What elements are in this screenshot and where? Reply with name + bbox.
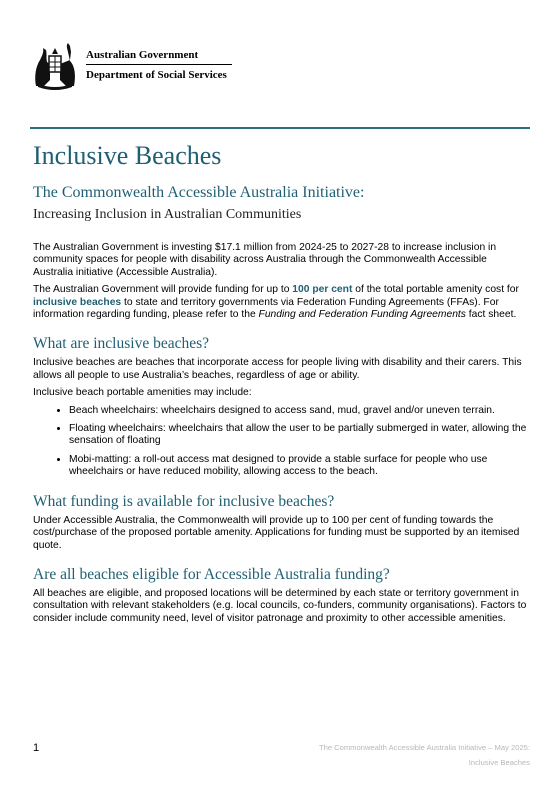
government-name: Australian Government — [86, 49, 199, 61]
fact-sheet-title: Funding and Federation Funding Agreements — [258, 309, 466, 321]
footer-line-1: The Commonwealth Accessible Australia Initiative – May 2025: — [318, 743, 530, 752]
department-name: Department of Social Services — [86, 69, 227, 81]
main-content — [33, 140, 529, 630]
footer-caption — [319, 740, 530, 770]
section1-paragraph-1: Inclusive beaches are beaches that incorporate access for people living with disability and their carers. This allows all people to use Australia’s beaches, regardless of age or ability. — [33, 357, 522, 381]
intro-text: to state and territory governments via Federation Funding Agreements (FFAs). For information regarding funding, please refer to the — [33, 296, 499, 321]
amenities-list — [33, 405, 529, 479]
section-heading-what-are: What are inclusive beaches? — [33, 335, 210, 353]
intro-paragraph-2 — [33, 284, 529, 321]
page-number: 1 — [33, 742, 40, 754]
government-logo — [30, 40, 230, 92]
list-item: • Floating wheelchairs: wheelchairs that allow the user to be partially submerged in water, allowing the sensation of floating — [69, 423, 529, 448]
intro-text: The Australian Government will provide funding for up to — [33, 284, 293, 296]
intro-text: fact sheet. — [465, 309, 517, 321]
highlight-inclusive-beaches: inclusive beaches — [33, 296, 122, 308]
highlight-percentage: 100 per cent — [292, 284, 353, 296]
header-divider — [30, 127, 530, 129]
coat-of-arms-icon — [30, 40, 80, 92]
section-heading-eligibility: Are all beaches eligible for Accessible Australia funding? — [33, 565, 390, 583]
government-wordmark — [86, 48, 232, 82]
section-heading-funding: What funding is available for inclusive beaches? — [33, 492, 335, 510]
section1-paragraph-2: Inclusive beach portable amenities may include: — [33, 387, 252, 399]
list-item: • Beach wheelchairs: wheelchairs designed to access sand, mud, gravel and/or uneven terrain. — [69, 405, 529, 417]
intro-text: of the total portable amenity cost for — [352, 284, 519, 296]
footer-line-2: Inclusive Beaches — [468, 758, 530, 767]
section3-paragraph: All beaches are eligible, and proposed locations will be determined by each state or territory government in consultation with relevant stakeholders (e.g. local councils, co-funders, community organisations). Factors to consider include community need, level of visitor patronage and proximity to other accessible amenities. — [33, 587, 527, 624]
logo-divider — [86, 64, 232, 65]
intro-paragraph-1: The Australian Government is investing $17.1 million from 2024-25 to 2027-28 to increase inclusion in community spaces for people with disability across Australia through the Commonwealth Accessible Australia initiative (Accessible Australia). — [33, 242, 497, 278]
page-subtitle: The Commonwealth Accessible Australia Initiative: — [33, 184, 365, 201]
page-subtitle-secondary: Increasing Inclusion in Australian Communities — [33, 207, 302, 222]
section2-paragraph: Under Accessible Australia, the Commonwealth will provide up to 100 per cent of funding towards the cost/purchase of the proposed portable amenity. Applications for funding must be supported by an itemised quote. — [33, 514, 520, 551]
page-title: Inclusive Beaches — [33, 141, 222, 170]
list-item: • Mobi-matting: a roll-out access mat designed to provide a stable surface for people who use wheelchairs or have reduced mobility, allowing access to the beach. — [69, 454, 529, 479]
